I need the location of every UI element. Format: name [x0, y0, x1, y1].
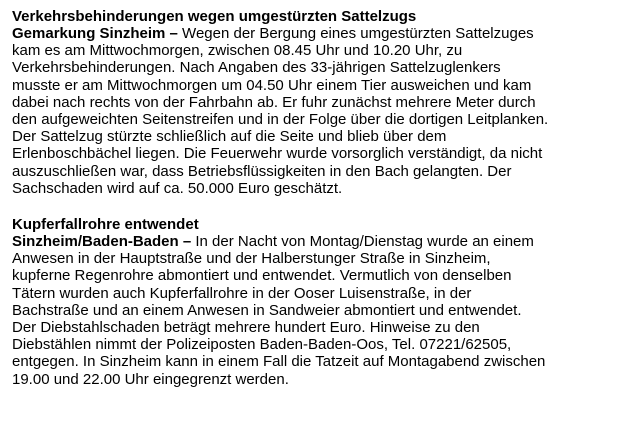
article-line: kam es am Mittwochmorgen, zwischen 08.45 Uhr und 10.20 Uhr, zu [12, 42, 463, 60]
article-line: Der Sattelzug stürzte schließlich auf die Seite und blieb über dem [12, 128, 447, 146]
article-headline: Verkehrsbehinderungen wegen umgestürzten Sattelzugs [12, 8, 417, 25]
article-sattelzug [12, 8, 620, 197]
article-line: Sachschaden wird auf ca. 50.000 Euro geschätzt. [12, 179, 343, 197]
article-line: Diebstählen nimmt der Polizeiposten Baden-Baden-Oos, Tel. 07221/62505, [12, 336, 512, 354]
article-line: musste er am Mittwochmorgen um 04.50 Uhr einem Tier ausweichen und kam [12, 76, 532, 94]
article-first-line-text: Wegen der Bergung eines umgestürzten Sattelzuges [177, 25, 534, 42]
article-first-line [12, 233, 620, 250]
article-line: Bachstraße und an einem Anwesen in Sandweier abmontiert und entwendet. [12, 301, 522, 319]
article-line: Der Diebstahlschaden beträgt mehrere hundert Euro. Hinweise zu den [12, 319, 480, 337]
article-line: den aufgeweichten Seitenstreifen und in der Folge über die dortigen Leitplanken. [12, 111, 549, 129]
article-headline: Kupferfallrohre entwendet [12, 216, 199, 234]
article-first-line-text: In der Nacht von Montag/Dienstag wurde an einem [191, 233, 534, 251]
article-line: auszuschließen war, dass Betriebsflüssigkeiten in den Bach gelangten. Der [12, 162, 512, 180]
article-first-line [12, 25, 620, 42]
article-kupferfallrohre [12, 216, 620, 388]
article-line: Anwesen in der Hauptstraße und der Halberstunger Straße in Sinzheim, [12, 250, 491, 268]
article-line: entgegen. In Sinzheim kann in einem Fall die Tatzeit auf Montagabend zwischen [12, 353, 546, 371]
article-line: dabei nach rechts von der Fahrbahn ab. Er fuhr zunächst mehrere Meter durch [12, 93, 536, 111]
article-dateline: Gemarkung Sinzheim – [12, 25, 178, 42]
article-line: Tätern wurden auch Kupferfallrohre in der Ooser Luisenstraße, in der [12, 284, 472, 302]
article-line: Erlenboschbächel liegen. Die Feuerwehr wurde vorsorglich verständigt, da nicht [12, 145, 543, 163]
article-line: kupferne Regenrohre abmontiert und entwendet. Vermutlich von denselben [12, 267, 512, 285]
article-line: Verkehrsbehinderungen. Nach Angaben des 33-jährigen Sattelzuglenkers [12, 59, 501, 77]
article-dateline: Sinzheim/Baden-Baden – [12, 233, 192, 251]
article-line: 19.00 und 22.00 Uhr eingegrenzt werden. [12, 370, 289, 388]
